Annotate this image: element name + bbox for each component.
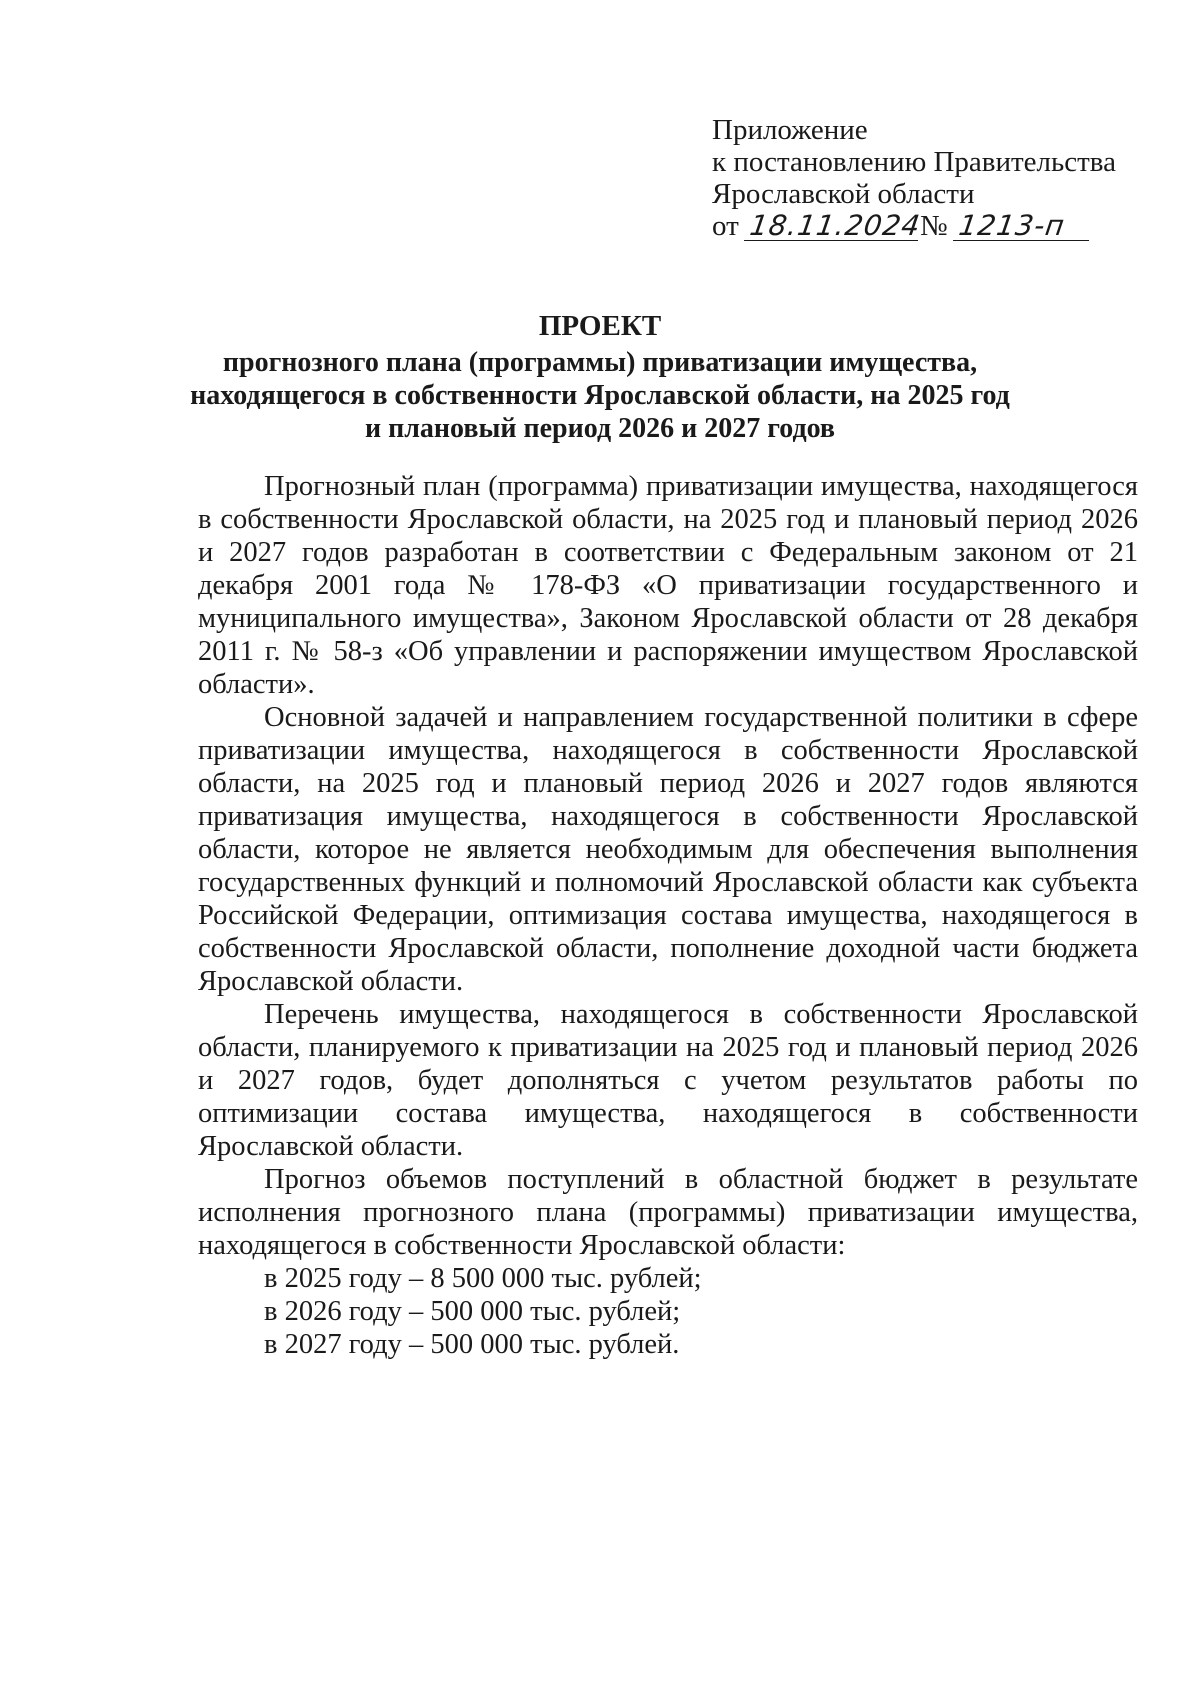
title-line-2: находящегося в собственности Ярославской области, на 2025 год (190, 380, 1010, 411)
forecast-item-2027: в 2027 году – 500 000 тыс. рублей. (264, 1329, 680, 1360)
appendix-block (712, 114, 1116, 242)
date-prefix: от (712, 210, 739, 242)
appendix-line-2: к постановлению Правительства (712, 146, 1116, 178)
appendix-date-line (712, 210, 1116, 242)
paragraph-1: Прогнозный план (программа) приватизации имущества, находящегося в собственности Ярославской области, на 2025 год и плановый период 2026 и 2027 годов разработан в соответствии с Федеральным законом от 21 декабря 2001 года № 178-ФЗ «О приватизации государственного и муниципального имущества», Законом Ярославской области от 28 декабря 2011 г. № 58-з «Об управлении и распоряжении имуществом Ярославской области». (198, 471, 1138, 700)
appendix-line-1: Приложение (712, 114, 868, 146)
paragraph-2: Основной задачей и направлением государственной политики в сфере приватизации имущества, находящегося в собственности Ярославской области, на 2025 год и плановый период 2026 и 2027 годов являются приватизация имущества, находящегося в собственности Ярославской области, которое не является необходимым для обеспечения выполнения государственных функций и полномочий Ярославской области как субъекта Российской Федерации, оптимизация состава имущества, находящегося в собственности Ярославской области, пополнение доходной части бюджета Ярославской области. (198, 702, 1138, 997)
title-main: ПРОЕКТ (538, 310, 662, 342)
appendix-line-3: Ярославской области (712, 178, 975, 210)
title-line-3: и плановый период 2026 и 2027 годов (364, 413, 836, 444)
title-line-1: прогнозного плана (программы) приватизации имущества, (222, 347, 978, 378)
forecast-item-2025: в 2025 году – 8 500 000 тыс. рублей; (264, 1263, 702, 1294)
handwritten-number: 1213-п (953, 212, 1093, 241)
forecast-list (198, 1262, 1138, 1361)
forecast-item-2026: в 2026 году – 500 000 тыс. рублей; (264, 1296, 681, 1327)
paragraph-4: Прогноз объемов поступлений в областной бюджет в результате исполнения прогнозного плана (программы) приватизации имущества, находящегося в собственности Ярославской области: (198, 1164, 1138, 1261)
document-body (198, 470, 1138, 1361)
document-title (150, 308, 1050, 445)
handwritten-date: 18.11.2024 (744, 212, 922, 241)
paragraph-3: Перечень имущества, находящегося в собственности Ярославской области, планируемого к приватизации на 2025 год и плановый период 2026 и 2027 годов, будет дополняться с учетом результатов работы по оптимизации состава имущества, находящегося в собственности Ярославской области. (198, 999, 1138, 1162)
number-prefix: № (920, 210, 948, 242)
